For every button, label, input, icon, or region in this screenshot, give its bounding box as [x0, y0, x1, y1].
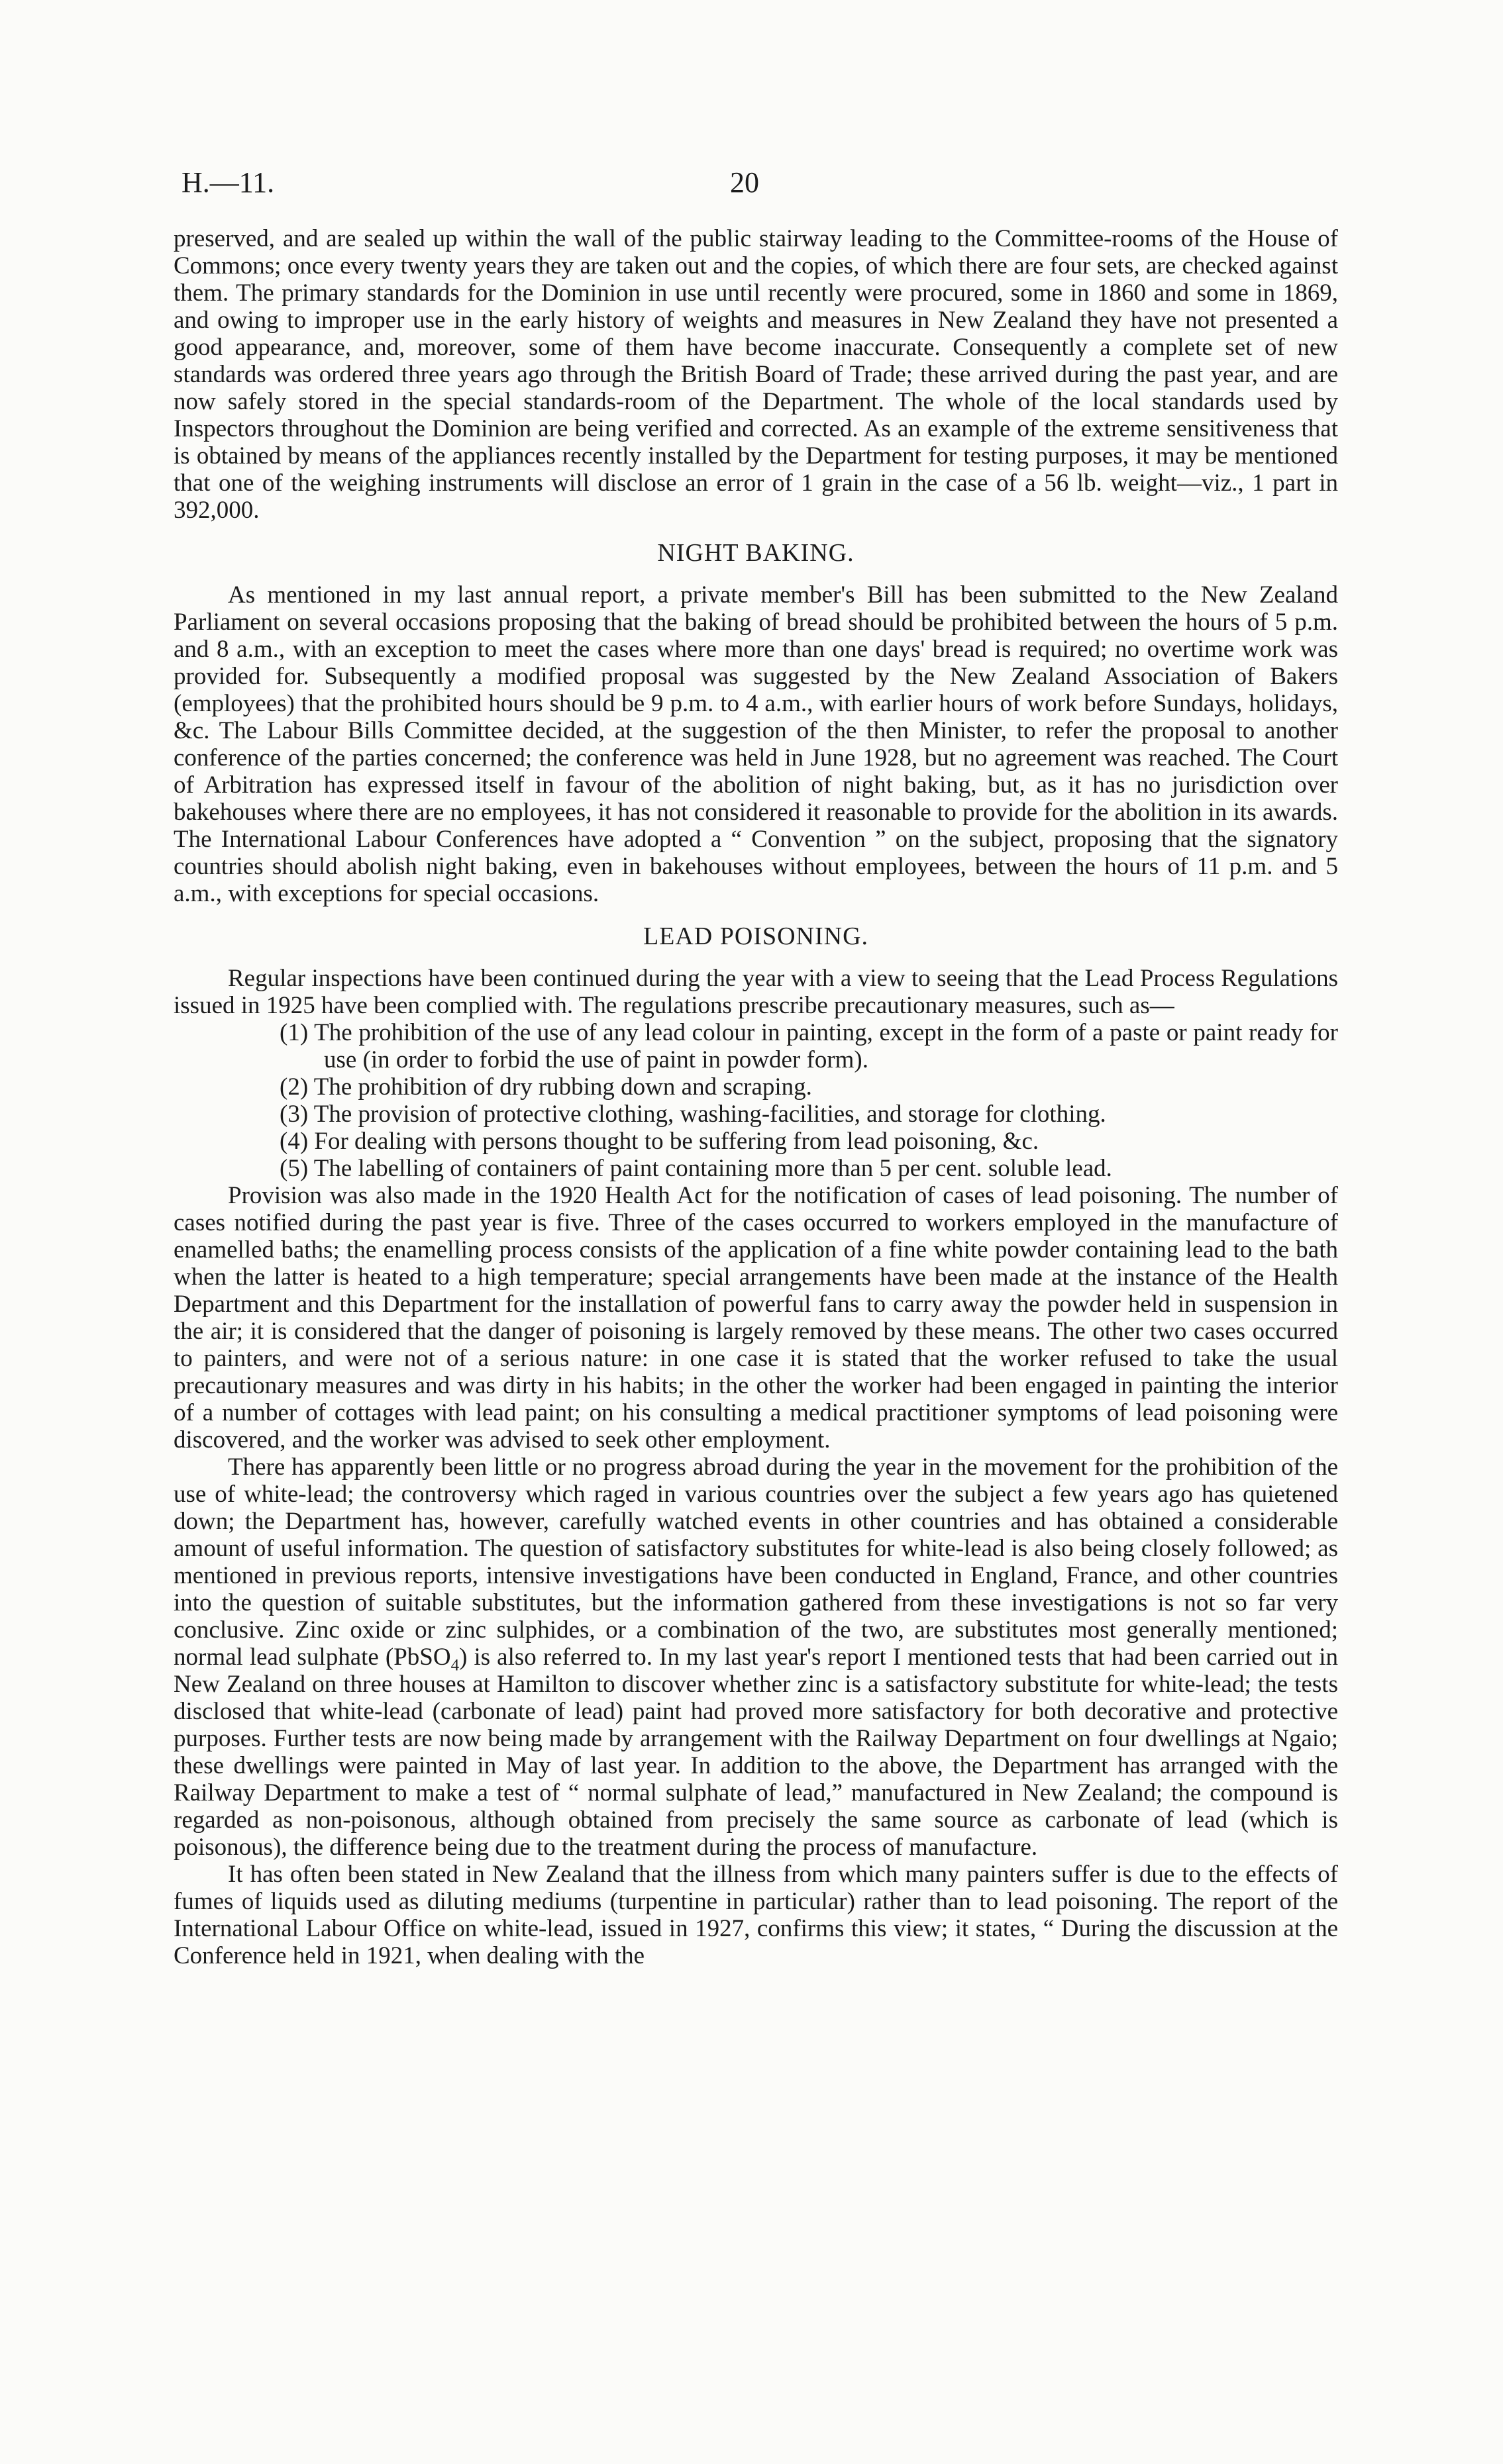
page-number: 20: [730, 166, 759, 199]
measure-item: (5) The labelling of containers of paint containing more than 5 per cent. soluble lead.: [280, 1155, 1112, 1182]
measure-item: (4) For dealing with persons thought to be suffering from lead poisoning, &c.: [280, 1128, 1039, 1155]
abroad-text-part1: There has apparently been little or no progress abroad during the year in the movement for the prohibition of the use of white-lead; the controversy which raged in various countries over the subject a few years ago has quietened down; the Department has, however, carefully watched events in other countries and has obtained a considerable amount of useful information. The question of satisfactory substitutes for white-lead is also being closely followed; as mentioned in previous reports, intensive investigations have been conducted in England, France, and other countries into the question of suitable substitutes, but the information gathered from these investigations is not so far very conclusive. Zinc oxide or zinc sulphides, or a combination of the two, are substitutes most generally mentioned; normal lead sulphate (PbSO: [174, 1454, 1338, 1671]
measure-item: (2) The prohibition of dry rubbing down and scraping.: [280, 1073, 812, 1101]
page-body: [174, 225, 1338, 1969]
white-lead-abroad-paragraph: [174, 1454, 1338, 1861]
abroad-text-part2: ) is also referred to. In my last year's report I mentioned tests that had been carried out in New Zealand on three houses at Hamilton to discover whether zinc is a satisfactory substitute for white-lead; the tests disclosed that white-lead (carbonate of lead) paint had proved more satisfactory for both decorative and protective purposes. Further tests are now being made by arrangement with the Railway Department on four dwellings at Ngaio; these dwellings were painted in May of last year. In addition to the above, the Department has arranged with the Railway Department to make a test of “ normal sulphate of lead,” manufactured in New Zealand; the compound is regarded as non-poisonous, although obtained from precisely the same source as carbonate of lead (which is poisonous), the difference being due to the treatment during the process of manufacture.: [174, 1644, 1338, 1861]
lead-poisoning-heading: LEAD POISONING.: [643, 922, 869, 950]
measure-item: (1) The prohibition of the use of any lead colour in painting, except in the form of a paste or paint ready for use (in order to forbid the use of paint in powder form).: [280, 1019, 1338, 1073]
precautionary-measures-list: [174, 1019, 1338, 1182]
running-head: H.—11.: [181, 166, 275, 199]
sulphate-subscript: 4: [450, 1656, 460, 1675]
night-baking-heading: NIGHT BAKING.: [657, 539, 855, 567]
measure-item: (3) The provision of protective clothing, washing-facilities, and storage for clothing.: [280, 1101, 1106, 1128]
fumes-paragraph: It has often been stated in New Zealand that the illness from which many painters suffer is due to the effects of fumes of liquids used as diluting mediums (turpentine in particular) rather than to lead poisoning. The report of the International Labour Office on white-lead, issued in 1927, confirms this view; it states, “ During the discussion at the Conference held in 1921, when dealing with the: [174, 1861, 1338, 1969]
health-act-paragraph: Provision was also made in the 1920 Health Act for the notification of cases of lead poisoning. The number of cases notified during the past year is five. Three of the cases occurred to workers employed in the manufacture of enamelled baths; the enamelling process consists of the application of a fine white powder containing lead to the bath when the latter is heated to a high temperature; special arrangements have been made at the instance of the Health Department and this Department for the installation of powerful fans to carry away the powder held in suspension in the air; it is considered that the danger of poisoning is largely removed by these means. The other two cases occurred to painters, and were not of a serious nature: in one case it is stated that the worker refused to take the usual precautionary measures and was dirty in his habits; in the other the worker had been engaged in painting the interior of a number of cottages with lead paint; on his consulting a medical practitioner symptoms of lead poisoning were discovered, and the worker was advised to seek other employment.: [174, 1182, 1338, 1454]
intro-paragraph: preserved, and are sealed up within the wall of the public stairway leading to the Committee-rooms of the House of Commons; once every twenty years they are taken out and the copies, of which there are four sets, are checked against them. The primary standards for the Dominion in use until recently were procured, some in 1860 and some in 1869, and owing to improper use in the early history of weights and measures in New Zealand they have not presented a good appearance, and, moreover, some of them have become inaccurate. Consequently a complete set of new standards was ordered three years ago through the British Board of Trade; these arrived during the past year, and are now safely stored in the special standards-room of the Department. The whole of the local standards used by Inspectors throughout the Dominion are being verified and corrected. As an example of the extreme sensitiveness that is obtained by means of the appliances recently installed by the Department for testing purposes, it may be mentioned that one of the weighing instruments will disclose an error of 1 grain in the case of a 56 lb. weight—viz., 1 part in 392,000.: [174, 225, 1338, 524]
page-header: [174, 166, 1338, 205]
night-baking-paragraph: As mentioned in my last annual report, a private member's Bill has been submitted to the New Zealand Parliament on several occasions proposing that the baking of bread should be prohibited between the hours of 5 p.m. and 8 a.m., with an exception to meet the cases where more than one days' bread is required; no overtime work was provided for. Subsequently a modified proposal was suggested by the New Zealand Association of Bakers (employees) that the prohibited hours should be 9 p.m. to 4 a.m., with earlier hours of work before Sundays, holidays, &c. The Labour Bills Committee decided, at the suggestion of the then Minister, to refer the proposal to another conference of the parties concerned; the conference was held in June 1928, but no agreement was reached. The Court of Arbitration has expressed itself in favour of the abolition of night baking, but, as it has no jurisdiction over bakehouses where there are no employees, it has not considered it reasonable to provide for the abolition in its awards. The International Labour Conferences have adopted a “ Convention ” on the subject, proposing that the signatory countries should abolish night baking, even in bakehouses without employees, between the hours of 11 p.m. and 5 a.m., with exceptions for special occasions.: [174, 581, 1338, 907]
lead-poisoning-intro: Regular inspections have been continued during the year with a view to seeing that the Lead Process Regulations issued in 1925 have been complied with. The regulations prescribe precautionary measures, such as—: [174, 965, 1338, 1019]
